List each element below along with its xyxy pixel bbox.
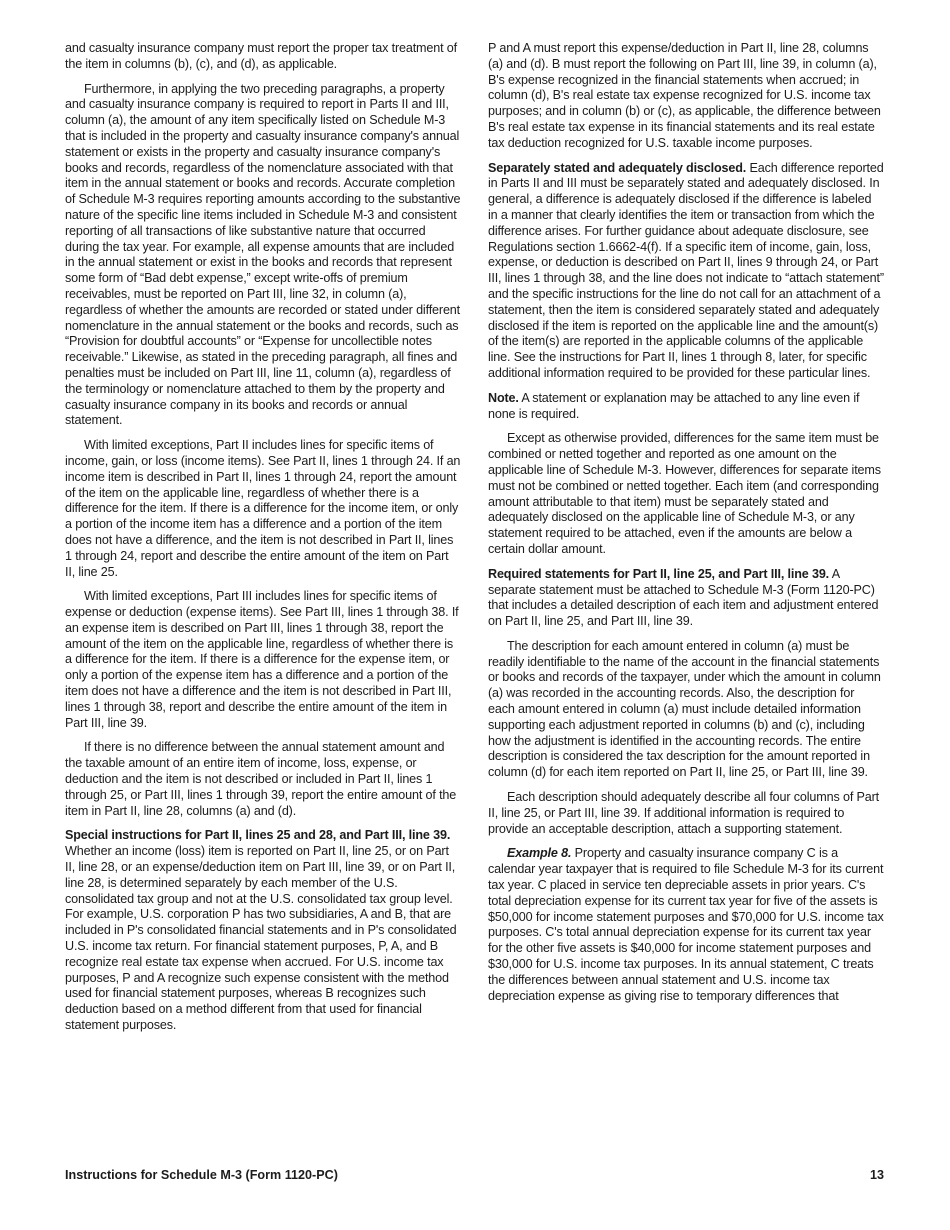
paragraph: The description for each amount entered in column (a) must be readily identifiable to the name of the account in the financial statements or books and records of the taxpayer, under which the amount in column (a) was recorded in the accounting records. Also, the description for each amount entered in column (a) must include detailed information supporting each adjustment reported in columns (b) and (c), including how the adjustment is identified in the accounting records. The entire description is considered the tax description for the amount reported in column (d) for each item reported on Part II, line 25, or Part III, line 39. bbox=[488, 638, 881, 780]
paragraph: With limited exceptions, Part II includes lines for specific items of income, gain, or loss (income items). See Part II, lines 1 through 24. If an income item is described in Part II, lines 1 through 24, report the amount of the item on the applicable line, regardless of whether there is a difference for the item. If there is a difference for the income item, or only a portion of the income item has a difference and a portion of the item does not have a difference, and the item is not described in Part II, lines 1 through 24, report and describe the entire amount of the item on Part II, line 25. bbox=[65, 438, 461, 579]
example-body: Property and casualty insurance company C is a calendar year taxpayer that is required to file Schedule M-3 for its current tax year. C placed in service ten depreciable assets in prior years. C's total depreciation expense for its current tax year for five of the assets is $50,000 for income statement purposes and $70,000 for U.S. income tax purposes. C's total annual depreciation expense for its current tax year for the other five assets is $40,000 for income statement purposes and $30,000 for U.S. income tax purposes. In its annual statement, C treats the differences between annual statement and U.S. income tax depreciation expense as giving rise to temporary differences that bbox=[488, 846, 884, 1003]
paragraph-special-instructions bbox=[65, 828, 461, 1033]
paragraph: P and A must report this expense/deduction in Part II, line 28, columns (a) and (d). B must report the following on Part III, line 39, in column (a), B's expense recognized in the financial statements when accrued; in column (d), B's real estate tax expense recognized for U.S. income tax purposes; and in column (b) or (c), as applicable, the difference between B's real estate tax expense in its financial statements and its real estate tax deduction recognized for U.S. taxable income purposes. bbox=[488, 41, 881, 150]
section-body: A separate statement must be attached to Schedule M-3 (Form 1120-PC) that includes a detailed description of each item and adjustment entered on Part II, line 25, and Part III, line 39. bbox=[488, 566, 879, 629]
section-body: Whether an income (loss) item is reported on Part II, line 25, or on Part II, line 28, or an expense/deduction item on Part III, line 39, or on Part II, line 28, is determined separately by each member of the U.S. consolidated tax group and not at the U.S. consolidated tax group level. For example, U.S. corporation P has two subsidiaries, A and B, that are included in P's consolidated financial statements and in P's consolidated U.S. income tax return. For financial statement purposes, P, A, and B recognize real estate tax expense when accrued. For U.S. income tax purposes, P and A recognize such expense consistent with the method used for financial statement purposes, whereas B recognizes such deduction based on a method different from that used for financial statement purposes. bbox=[65, 844, 457, 1033]
section-heading: Separately stated and adequately disclosed. bbox=[488, 160, 747, 175]
paragraph: and casualty insurance company must report the proper tax treatment of the item in columns (b), (c), and (d), as applicable. bbox=[65, 41, 458, 71]
paragraph: With limited exceptions, Part III includes lines for specific items of expense or deduction (expense items). See Part III, lines 1 through 38. If an expense item is described on Part III, lines 1 through 38, report the amount of the item on the applicable line, regardless of whether there is a difference for the item. If there is a difference for the expense item, or only a portion of the expense item has a difference and a portion of the item does not have a difference and the item is not described in Part III, lines 1 through 38, report and describe the entire amount of the item in Part III, line 39. bbox=[65, 589, 459, 730]
section-body: Each difference reported in Parts II and III must be separately stated and adequately disclosed. In general, a difference is adequately disclosed if the difference is labeled in a manner that clearly identifies the item or transaction from which the difference arises. For further guidance about adequate disclosure, see Regulations section 1.6662-4(f). If a specific item of income, gain, loss, expense, or deduction is described on Part II, lines 9 through 24, or Part III, lines 1 through 38, and the line does not indicate to “attach statement” and the specific instructions for the line do not call for an attachment of a statement, then the item is considered separately stated and adequately disclosed if the item is reported on the applicable line and the amount(s) of the item(s) are reported in the applicable columns of the applicable line. See the instructions for Part II, lines 1 through 8, later, for specific additional information required to be provided for these particular lines. bbox=[488, 160, 884, 380]
paragraph: Except as otherwise provided, differences for the same item must be combined or netted together and reported as one amount on the applicable line of Schedule M-3. However, differences for separate items must not be combined or netted together. Each item (and corresponding amount attributable to that item) must be separately stated and adequately disclosed on the applicable line of Schedule M-3, or any statement required to be attached, even if the amounts are below a certain dollar amount. bbox=[488, 431, 881, 556]
section-heading: Special instructions for Part II, lines 25 and 28, and Part III, line 39. bbox=[65, 828, 451, 843]
paragraph-example-8 bbox=[488, 846, 884, 1004]
right-column bbox=[488, 41, 884, 1013]
example-heading: Example 8. bbox=[507, 846, 572, 861]
paragraph-separately-stated bbox=[488, 161, 884, 382]
note bbox=[488, 391, 884, 423]
note-body: A statement or explanation may be attached to any line even if none is required. bbox=[488, 390, 860, 421]
page-number: 13 bbox=[869, 1168, 884, 1182]
note-label: Note. bbox=[488, 390, 519, 405]
left-column bbox=[65, 41, 461, 1043]
paragraph-required-statements bbox=[488, 567, 884, 630]
footer-title: Instructions for Schedule M-3 (Form 1120-PC) bbox=[65, 1168, 338, 1182]
paragraph: Each description should adequately describe all four columns of Part II, line 25, or Part III, line 39. If additional information is required to provide an acceptable description, attach a supporting statement. bbox=[488, 790, 880, 836]
section-heading: Required statements for Part II, line 25, and Part III, line 39. bbox=[488, 566, 830, 581]
paragraph: If there is no difference between the annual statement amount and the taxable amount of an entire item of income, loss, expense, or deduction and the item is not described or included in Part II, lines 1 through 25, or Part III, lines 1 through 39, report the entire amount of the item in Part II, line 28, columns (a) and (d). bbox=[65, 740, 457, 818]
paragraph: Furthermore, in applying the two preceding paragraphs, a property and casualty insurance company is required to report in Parts II and III, column (a), the amount of any item specifically listed on Schedule M-3 that is included in the property and casualty insurance company's annual statement or exists in the property and casualty insurance company's books and records, regardless of the nomenclature associated with that item in the annual statement or books and records. Accurate completion of Schedule M-3 requires reporting amounts according to the substantive nature of the specific line items included in Schedule M-3 and consistent reporting of all transactions of like substantive nature that occurred during the tax year. For example, all expense amounts that are included in the annual statement or exist in the books and records that represent some form of “Bad debt expense,” except write-offs of premium receivables, must be reported on Part III, line 32, in column (a), regardless of whether the amounts are recorded or stated under different nomenclature in the annual statement or the books and records, such as “Provision for doubtful accounts” or “Expense for uncollectible notes receivable.” Likewise, as stated in the preceding paragraph, all fines and penalties must be included on Part III, line 11, column (a), regardless of the terminology or nomenclature attached to them by the property and casualty insurance company in its books and records or annual statement. bbox=[65, 81, 461, 428]
